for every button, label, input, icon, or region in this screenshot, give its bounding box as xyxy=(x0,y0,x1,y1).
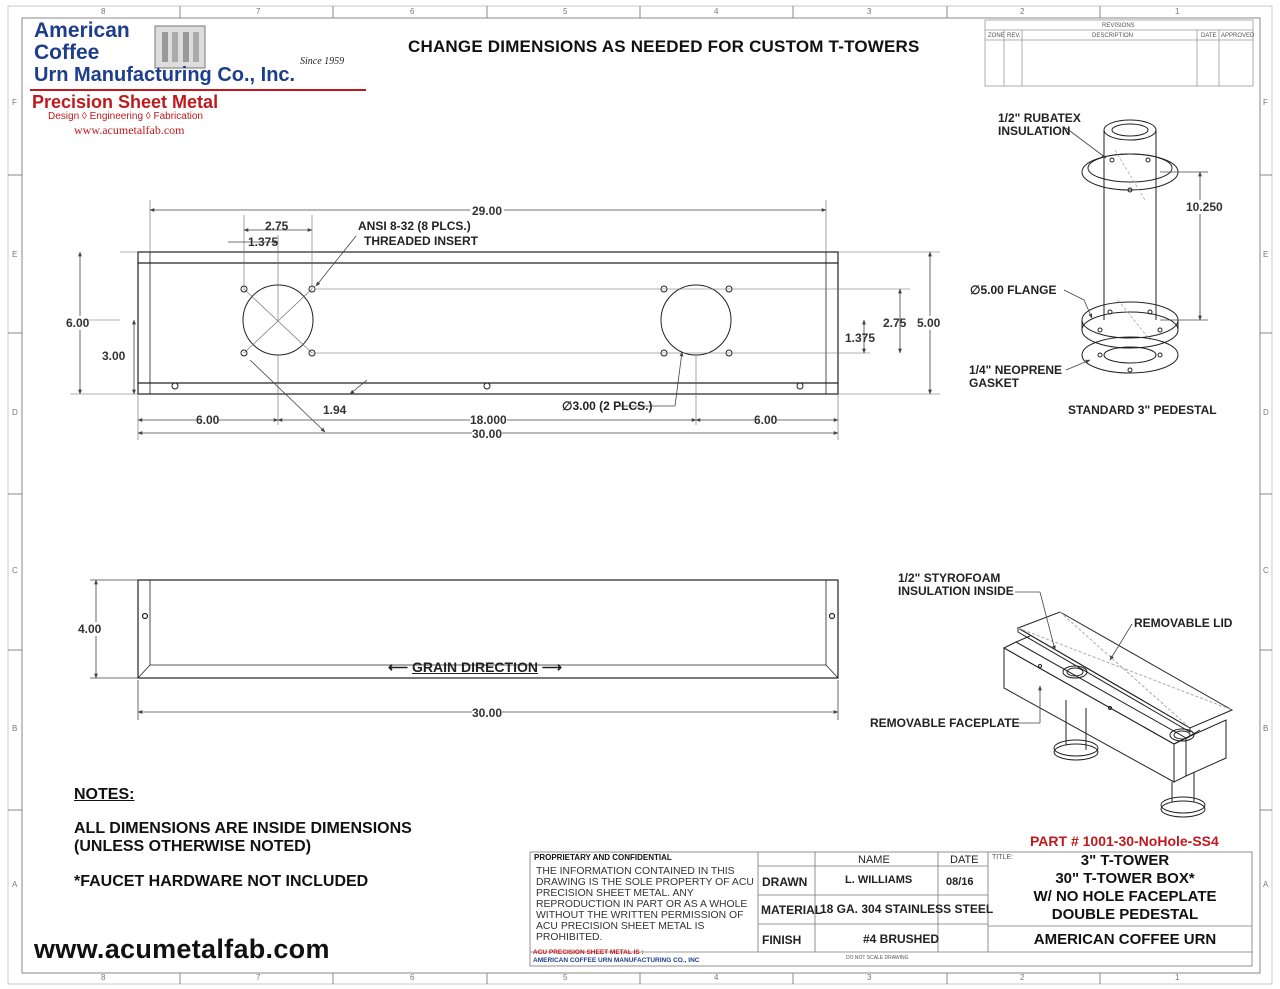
pedestal-drawing xyxy=(1082,120,1178,373)
styrofoam-label-2: INSULATION INSIDE xyxy=(898,584,1014,598)
rev-col-date: DATE xyxy=(1201,33,1217,39)
footer-url[interactable]: www.acumetalfab.com xyxy=(34,934,330,964)
dim-6-bottom-right: 6.00 xyxy=(754,413,778,427)
notes-title: NOTES: xyxy=(74,786,135,803)
grain-arrow-left-icon: ⟵ xyxy=(388,659,409,675)
title-line-2: 30" T-TOWER BOX* xyxy=(1055,870,1195,887)
name-header: NAME xyxy=(858,854,890,866)
zone-side-f: F xyxy=(12,98,17,107)
zone-top-1: 1 xyxy=(1175,7,1180,16)
zone-top-5: 5 xyxy=(563,7,568,16)
note-line-1: ALL DIMENSIONS ARE INSIDE DIMENSIONS xyxy=(74,820,412,837)
zone-side-e-right: E xyxy=(1263,250,1269,259)
grain-arrow-right-icon: ⟶ xyxy=(541,659,562,675)
company-name: AMERICAN COFFEE URN xyxy=(1033,931,1217,948)
prop-title: PROPRIETARY AND CONFIDENTIAL xyxy=(534,853,672,862)
zone-top-3: 3 xyxy=(867,7,872,16)
drawing-header: CHANGE DIMENSIONS AS NEEDED FOR CUSTOM T-TOWERS xyxy=(408,37,920,56)
logo-since: Since 1959 xyxy=(300,56,345,67)
zone-side-b: B xyxy=(12,724,18,733)
logo-line-urn: Urn Manufacturing Co., Inc. xyxy=(34,64,296,86)
dim-29: 29.00 xyxy=(472,204,503,218)
logo-services: Design ◊ Engineering ◊ Fabrication xyxy=(48,111,203,122)
drawn-date: 08/16 xyxy=(946,876,974,888)
date-header: DATE xyxy=(950,854,979,866)
zone-bottom-5: 5 xyxy=(563,973,568,982)
finish-label: FINISH xyxy=(762,933,802,947)
rubatex-label-2: INSULATION xyxy=(998,124,1071,138)
dim-10-25: 10.250 xyxy=(1186,200,1223,214)
title-line-4: DOUBLE PEDESTAL xyxy=(1051,906,1199,923)
zone-top-4: 4 xyxy=(714,7,719,16)
material-value: 18 GA. 304 STAINLESS STEEL xyxy=(820,902,994,916)
revisions-title: REVISIONS xyxy=(1102,23,1135,29)
zone-side-c: C xyxy=(12,566,18,575)
prop-text: THE INFORMATION CONTAINED IN THIS DRAWING IS THE SOLE PROPERTY OF ACU PRECISION SHEET METAL. ANY REPRODUCTION IN PART OR AS A WHOLE WITHOUT THE WRITTEN PERMISSION OF ACU PRECISION SHEET METAL IS PROHIBITED. xyxy=(536,866,754,943)
dim-18: 18.000 xyxy=(470,413,507,427)
zone-bottom-2: 2 xyxy=(1020,973,1025,982)
rev-col-zone: ZONE xyxy=(988,33,1005,39)
material-label: MATERIAL xyxy=(761,903,823,917)
dim-1-375-top: 1.375 xyxy=(248,235,279,249)
note-line-3: *FAUCET HARDWARE NOT INCLUDED xyxy=(74,873,369,890)
zone-bottom-6: 6 xyxy=(410,973,415,982)
grain-direction-label xyxy=(388,661,562,674)
logo-tagline: Precision Sheet Metal xyxy=(32,92,219,112)
zone-side-f-right: F xyxy=(1263,98,1268,107)
title-line-1: 3" T-TOWER xyxy=(1080,852,1170,869)
removable-lid-label: REMOVABLE LID xyxy=(1134,616,1233,630)
zone-bottom-4: 4 xyxy=(714,973,719,982)
revision-table xyxy=(985,20,1253,86)
rev-col-description: DESCRIPTION xyxy=(1092,33,1134,39)
rubatex-label-1: 1/2" RUBATEX xyxy=(998,111,1081,125)
styrofoam-label-1: 1/2" STYROFOAM xyxy=(898,571,1001,585)
zone-side-a-right: A xyxy=(1263,880,1269,889)
dim-4-front: 4.00 xyxy=(78,622,102,636)
flange-label: ∅5.00 FLANGE xyxy=(970,283,1057,297)
zone-bottom-3: 3 xyxy=(867,973,872,982)
pedestal-caption: STANDARD 3" PEDESTAL xyxy=(1068,403,1217,417)
dim-2-75-right: 2.75 xyxy=(883,316,907,330)
logo-line-american: American xyxy=(34,19,130,42)
zone-top-7: 7 xyxy=(256,7,261,16)
title-line-3: W/ NO HOLE FACEPLATE xyxy=(1033,888,1217,905)
finish-value: #4 BRUSHED xyxy=(863,932,940,946)
drawn-name: L. WILLIAMS xyxy=(845,874,913,886)
logo-urn-graphic xyxy=(155,26,205,68)
zone-side-b-right: B xyxy=(1263,724,1269,733)
rev-col-rev: REV. xyxy=(1007,33,1021,39)
zone-bottom-8: 8 xyxy=(101,973,106,982)
part-number: PART # 1001-30-NoHole-SS4 xyxy=(1030,833,1219,849)
right-large-hole xyxy=(661,285,731,355)
dim-3-left: 3.00 xyxy=(102,349,126,363)
grain-direction-text: GRAIN DIRECTION xyxy=(411,659,538,675)
dim-30-top-view: 30.00 xyxy=(472,427,503,441)
gasket-label-2: GASKET xyxy=(969,376,1020,390)
dim-5-right: 5.00 xyxy=(917,316,941,330)
front-view-dimensions xyxy=(90,580,838,720)
zone-side-d-right: D xyxy=(1263,408,1269,417)
logo-url[interactable]: www.acumetalfab.com xyxy=(74,123,185,137)
drawn-label: DRAWN xyxy=(762,875,808,889)
do-not-scale: DO NOT SCALE DRAWING xyxy=(846,955,909,961)
zone-side-c-right: C xyxy=(1263,566,1269,575)
dim-6-bottom-left: 6.00 xyxy=(196,413,220,427)
zone-side-e: E xyxy=(12,250,18,259)
insert-callout-line2: THREADED INSERT xyxy=(364,234,479,248)
zone-bottom-1: 1 xyxy=(1175,973,1180,982)
dim-1-94: 1.94 xyxy=(323,403,347,417)
iso-assembly xyxy=(1004,612,1232,817)
acu-line2: AMERICAN COFFEE URN MANUFACTURING CO., INC xyxy=(533,957,700,964)
note-line-2: (UNLESS OTHERWISE NOTED) xyxy=(74,838,312,855)
zone-side-a: A xyxy=(12,880,18,889)
removable-faceplate-label: REMOVABLE FACEPLATE xyxy=(870,716,1020,730)
dim-30-front: 30.00 xyxy=(472,706,503,720)
top-view-holes xyxy=(172,285,803,389)
hole-callout: ∅3.00 (2 PLCS.) xyxy=(562,399,653,413)
zone-top-2: 2 xyxy=(1020,7,1025,16)
zone-side-d: D xyxy=(12,408,18,417)
zone-top-8: 8 xyxy=(101,7,106,16)
top-view-dimensions xyxy=(80,210,930,433)
dim-6-left: 6.00 xyxy=(66,316,90,330)
logo-line-coffee: Coffee xyxy=(34,41,100,64)
zone-bottom-7: 7 xyxy=(256,973,261,982)
gasket-label-1: 1/4" NEOPRENE xyxy=(969,363,1063,377)
dim-1-375-right: 1.375 xyxy=(845,331,876,345)
title-label: TITLE: xyxy=(992,854,1014,861)
rev-col-approved: APPROVED xyxy=(1221,33,1255,39)
top-view-center-lines xyxy=(70,200,940,440)
dim-2-75-top: 2.75 xyxy=(265,219,289,233)
insert-callout-line1: ANSI 8-32 (8 PLCS.) xyxy=(358,219,471,233)
zone-top-6: 6 xyxy=(410,7,415,16)
acu-line1: ACU PRECISION SHEET METAL IS : xyxy=(533,949,644,956)
pedestal-leaders xyxy=(1064,128,1208,370)
